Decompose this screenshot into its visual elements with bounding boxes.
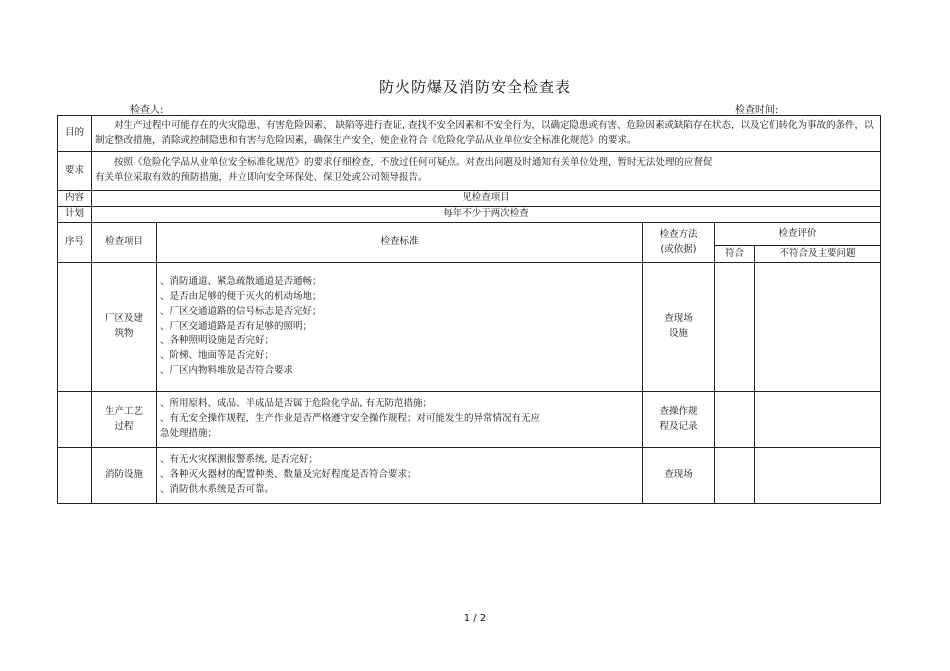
purpose-text: 对生产过程中可能存在的火灾隐患、有害危险因素、 缺陷等进行查证, 查找不安全因素和不安全行为，以确定隐患或有害、危险因素或缺陷存在状态，以及它们转化为事故的条件，以制定整改措施，消除或控制隐患和有害与危险因素，确保生产安全，使企业符合《危险化学品从业单位安全标准化规范》的要求。: [92, 116, 881, 152]
row-conform-cell: [715, 392, 755, 448]
plan-row: [58, 207, 881, 223]
row-item: 生产工艺 过程: [92, 392, 157, 448]
row-method: 查操作规 程及记录: [643, 392, 715, 448]
row-conform-cell: [715, 263, 755, 392]
table-row: [58, 392, 881, 448]
content-text: 见检查项目: [92, 191, 881, 207]
row-nonconform-cell: [755, 263, 881, 392]
row-conform-cell: [715, 448, 755, 504]
page-title: 防火防爆及消防安全检查表: [378, 78, 571, 96]
row-item: 厂区及建 筑物: [92, 263, 157, 392]
header-item: 检查项目: [92, 223, 157, 263]
requirement-text: 按照《危险化学品从业单位安全标准化规范》的要求仔细检查，不放过任何可疑点。对查出问题及时通知有关单位处理，暂时无法处理的应督促 有关单位采取有效的预防措施，并立即向安全环保处、保卫处或公司领导报告。: [92, 152, 881, 191]
row-standard: 、有无火灾探测报警系统, 是否完好； 、各种灭火器材的配置种类、数量及完好程度是否符合要求； 、消防供水系统是否可靠。: [157, 448, 643, 504]
header-conform: 符合: [715, 246, 755, 263]
purpose-label: 目的: [58, 116, 92, 152]
content-label: 内容: [58, 191, 92, 207]
table-row: [58, 448, 881, 504]
row-item: 消防设施: [92, 448, 157, 504]
content-row: [58, 191, 881, 207]
row-number: [58, 448, 92, 504]
inspection-time-label: 检查时间:: [735, 105, 779, 116]
row-nonconform-cell: [755, 392, 881, 448]
checklist-table: [57, 115, 881, 504]
row-method: 查现场: [643, 448, 715, 504]
plan-text: 每年不少于两次检查: [92, 207, 881, 223]
requirement-label: 要求: [58, 152, 92, 191]
row-nonconform-cell: [755, 448, 881, 504]
inspector-label: 检查人:: [130, 105, 164, 116]
purpose-row: [58, 116, 881, 152]
header-row: [58, 223, 881, 246]
header-nonconform: 不符合及主要问题: [755, 246, 881, 263]
header-standard: 检查标准: [157, 223, 643, 263]
header-no: 序号: [58, 223, 92, 263]
page-number: 1 / 2: [463, 613, 487, 624]
plan-label: 计划: [58, 207, 92, 223]
row-number: [58, 392, 92, 448]
row-number: [58, 263, 92, 392]
row-standard: 、消防通道、紧急疏散通道是否通畅； 、是否由足够的便于灭火的机动场地； 、厂区交通道路的信号标志是否完好； 、厂区交通道路是否有足够的照明； 、各种照明设施是否完好； 、阶梯、地面等是否完好； 、厂区内物料堆放是否符合要求: [157, 263, 643, 392]
header-method: 检查方法 (或依据): [643, 223, 715, 263]
requirement-row: [58, 152, 881, 191]
table-row: [58, 263, 881, 392]
row-method: 查现场 设施: [643, 263, 715, 392]
header-evaluation: 检查评价: [715, 223, 881, 246]
row-standard: 、所用原料、成品、半成品是否属于危险化学品, 有无防范措施； 、有无安全操作规程，生产作业是否严格遵守安全操作规程；对可能发生的异常情况有无应 急处理措施；: [157, 392, 643, 448]
